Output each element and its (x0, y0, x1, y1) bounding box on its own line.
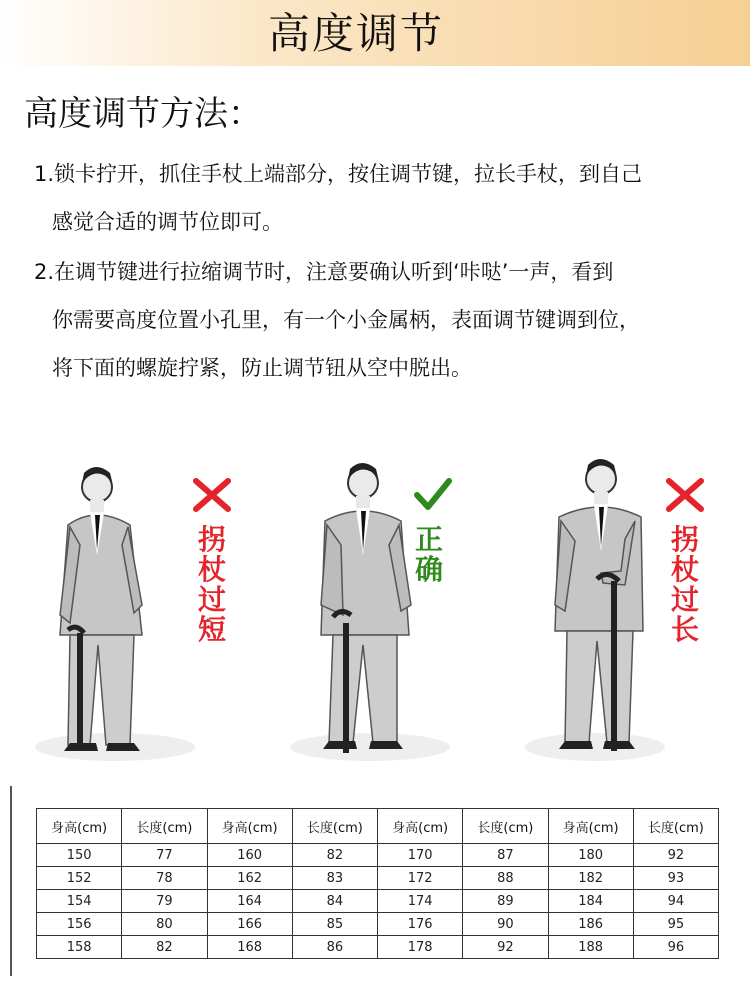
table-cell: 164 (207, 890, 292, 913)
page-title: 高度调节 (267, 9, 444, 58)
table-cell: 150 (37, 844, 122, 867)
table-cell: 96 (633, 936, 718, 959)
table-cell: 90 (463, 913, 548, 936)
table-cell: 166 (207, 913, 292, 936)
table-cell: 186 (548, 913, 633, 936)
table-cell: 188 (548, 936, 633, 959)
table-row (37, 890, 719, 913)
table-cell: 156 (37, 913, 122, 936)
table-cell: 158 (37, 936, 122, 959)
step-1-line-1: 1.锁卡拧开，抓住手杖上端部分，按住调节键，拉长手杖，到自己 (34, 162, 643, 186)
step-2-line-3: 将下面的螺旋拧紧，防止调节钮从空中脱出。 (52, 356, 472, 380)
table-cell: 170 (378, 844, 463, 867)
method-heading: 高度调节方法： (24, 94, 262, 134)
column-header: 长度(cm) (122, 809, 207, 844)
table-cell: 78 (122, 867, 207, 890)
step-2-line-1: 2.在调节键进行拉缩调节时，注意要确认听到‘咔哒’一声，看到 (34, 260, 614, 284)
table-row (37, 936, 719, 959)
table-cell: 82 (292, 844, 377, 867)
cross-icon (192, 475, 232, 515)
table-row (37, 913, 719, 936)
verdict-correct: 正 确 (414, 523, 443, 586)
table-cell: 87 (463, 844, 548, 867)
figure-too-long (525, 455, 699, 765)
table-cell: 85 (292, 913, 377, 936)
table-cell: 174 (378, 890, 463, 913)
step-2 (34, 248, 734, 392)
table-row (37, 867, 719, 890)
table-cell: 94 (633, 890, 718, 913)
table-row (37, 844, 719, 867)
column-header: 长度(cm) (463, 809, 548, 844)
table-cell: 92 (633, 844, 718, 867)
table-cell: 176 (378, 913, 463, 936)
table-cell: 79 (122, 890, 207, 913)
table-cell: 82 (122, 936, 207, 959)
table-cell: 89 (463, 890, 548, 913)
verdict-too-long: 拐 杖 过 长 (670, 523, 699, 646)
figure-too-short (30, 455, 226, 765)
table-cell: 88 (463, 867, 548, 890)
table-cell: 172 (378, 867, 463, 890)
table-cell: 83 (292, 867, 377, 890)
cross-icon (665, 475, 705, 515)
table-cell: 168 (207, 936, 292, 959)
table-cell: 80 (122, 913, 207, 936)
step-1-line-2: 感觉合适的调节位即可。 (52, 210, 283, 234)
table-cell: 154 (37, 890, 122, 913)
table-cell: 152 (37, 867, 122, 890)
height-length-table (36, 808, 719, 959)
column-header: 长度(cm) (292, 809, 377, 844)
table-cell: 180 (548, 844, 633, 867)
table-header-row (37, 809, 719, 844)
step-1 (34, 150, 734, 246)
column-header: 身高(cm) (207, 809, 292, 844)
table-cell: 93 (633, 867, 718, 890)
divider (10, 786, 12, 976)
table-cell: 92 (463, 936, 548, 959)
column-header: 身高(cm) (37, 809, 122, 844)
table-cell: 182 (548, 867, 633, 890)
man-short-cane-illustration (30, 455, 200, 765)
table-cell: 95 (633, 913, 718, 936)
title-banner (0, 0, 750, 66)
table-cell: 86 (292, 936, 377, 959)
table-cell: 178 (378, 936, 463, 959)
table-cell: 162 (207, 867, 292, 890)
column-header: 身高(cm) (378, 809, 463, 844)
verdict-too-short: 拐 杖 过 短 (197, 523, 226, 646)
column-header: 身高(cm) (548, 809, 633, 844)
table-cell: 84 (292, 890, 377, 913)
table-cell: 184 (548, 890, 633, 913)
step-2-line-2: 你需要高度位置小孔里，有一个小金属柄，表面调节键调到位， (52, 308, 640, 332)
figure-correct (285, 455, 455, 765)
table-cell: 77 (122, 844, 207, 867)
table-cell: 160 (207, 844, 292, 867)
check-icon (413, 475, 453, 515)
column-header: 长度(cm) (633, 809, 718, 844)
